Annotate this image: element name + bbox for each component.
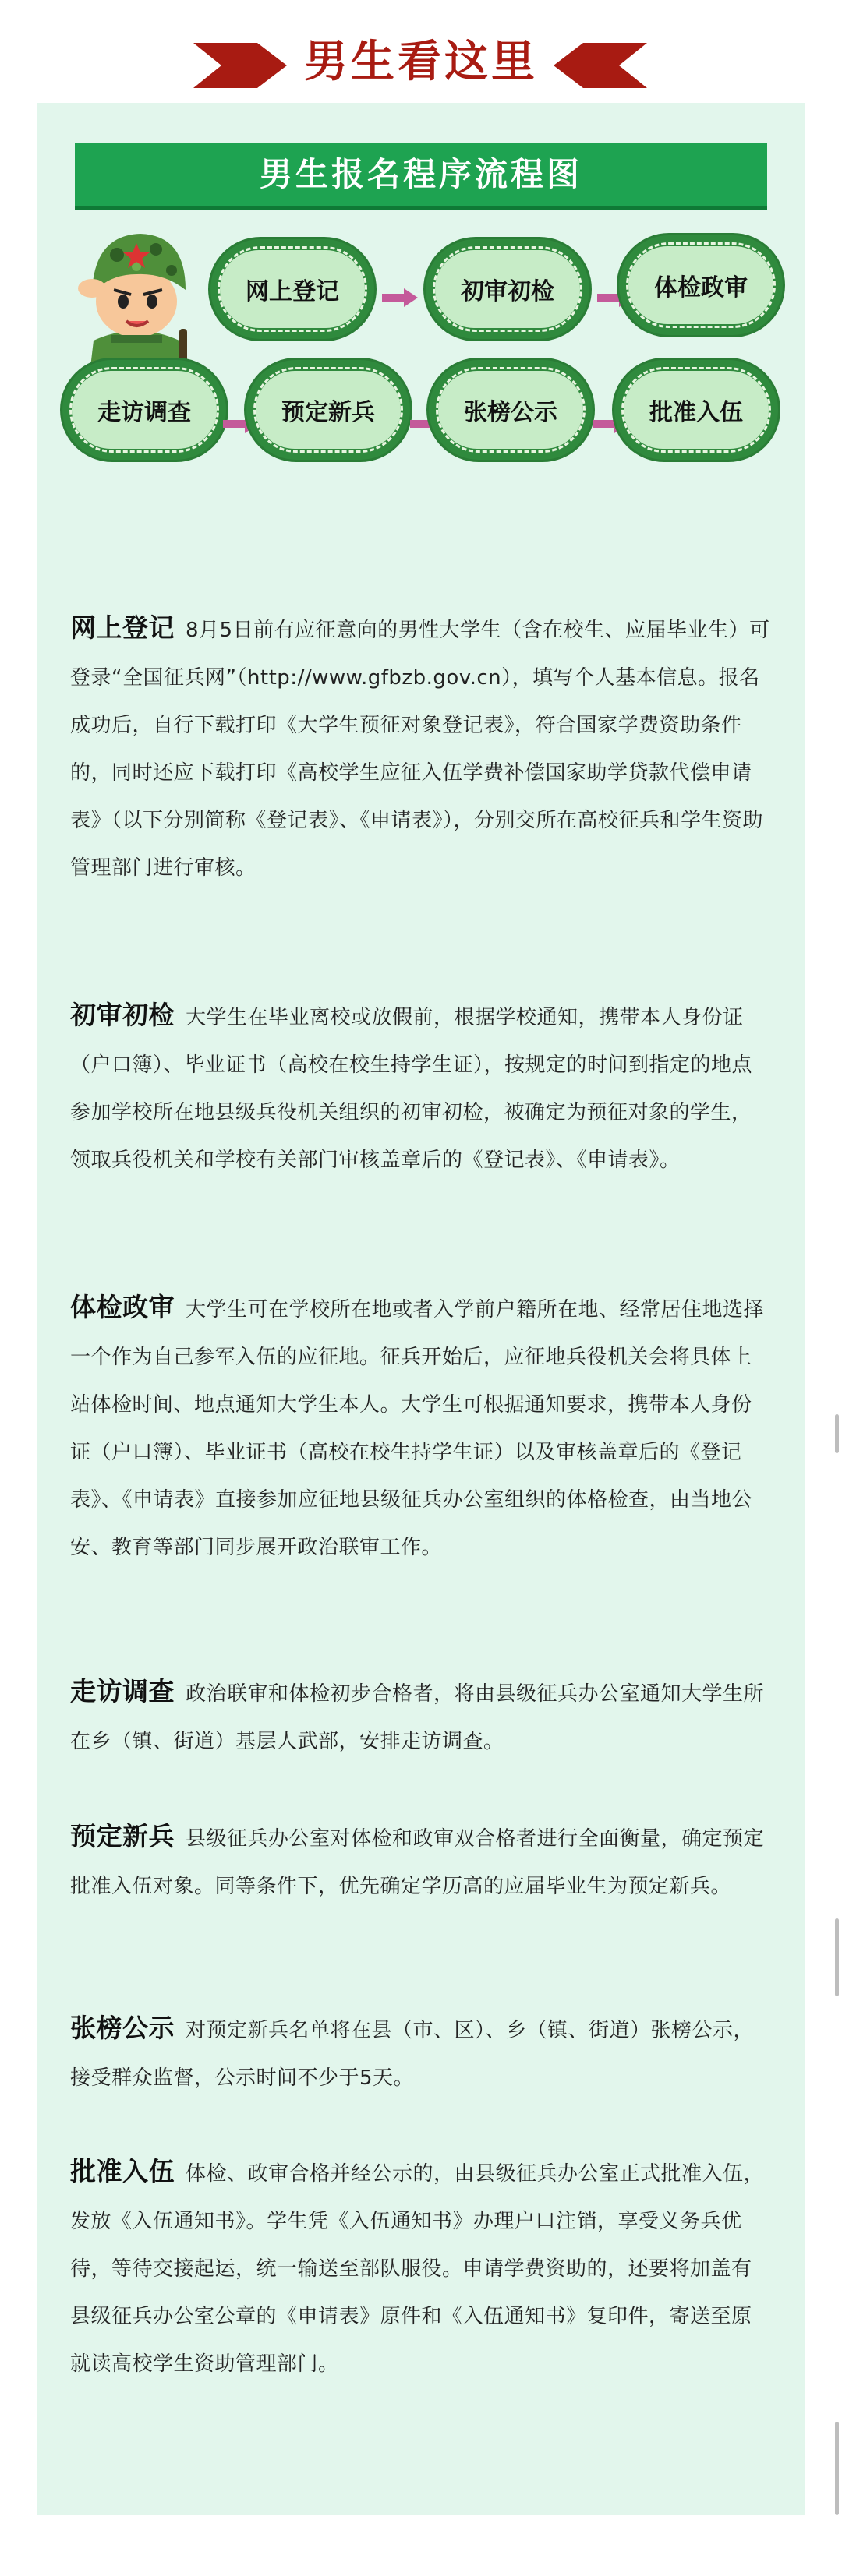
scrollbar-thumb[interactable] bbox=[835, 1414, 839, 1453]
section-body: 对预定新兵名单将在县（市、区）、乡（镇、街道）张榜公示，接受群众监督，公示时间不少于5天。 bbox=[70, 2019, 755, 2090]
section-body: 大学生可在学校所在地或者入学前户籍所在地、经常居住地选择一个作为自己参军入伍的应征地。征兵开始后，应征地兵役机关会将具体上站体检时间、地点通知大学生本人。大学生可根据通知要求，携带本人身份证（户口簿）、毕业证书（高校在校生持学生证）以及审核盖章后的《登记表》、《申请表》直接参加应征地县级征兵办公室组织的体格检查，由当地公安、教育等部门同步展开政治联审工作。 bbox=[70, 1298, 765, 1559]
page-header bbox=[0, 0, 842, 94]
section-approve-enlist bbox=[70, 2147, 772, 2388]
right-arrow-icon bbox=[382, 288, 418, 307]
section-reserve-recruit bbox=[70, 1812, 772, 1911]
page-title: 男生看这里 bbox=[304, 37, 538, 87]
flow-step-physical-political-check: 体检政审 bbox=[619, 235, 783, 335]
content-panel bbox=[37, 103, 805, 2515]
section-body: 8月5日前有应征意向的男性大学生（含在校生、应届毕业生）可登录“全国征兵网”（http://www.gfbzb.gov.cn），填写个人基本信息。报名成功后，自行下载打印《大学生预征对象登记表》，符合国家学费资助条件的，同时还应下载打印《高校学生应征入伍学费补偿国家助学贷款代偿申请表》（以下分别简称《登记表》、《申请表》），分别交所在高校征兵和学生资助管理部门进行审核。 bbox=[70, 619, 770, 880]
section-body: 政治联审和体检初步合格者，将由县级征兵办公室通知大学生所在乡（镇、街道）基层人武部，安排走访调查。 bbox=[70, 1682, 765, 1753]
flow-step-reserve-recruit: 预定新兵 bbox=[246, 360, 410, 460]
flow-step-initial-check: 初审初检 bbox=[426, 239, 589, 339]
section-visit-survey bbox=[70, 1667, 772, 1766]
section-title: 批准入伍 bbox=[70, 2156, 175, 2186]
flow-step-public-notice: 张榜公示 bbox=[429, 360, 593, 460]
section-title: 初审初检 bbox=[70, 1000, 175, 1030]
section-title: 网上登记 bbox=[70, 612, 175, 643]
section-body: 大学生在毕业离校或放假前，根据学校通知，携带本人身份证（户口簿）、毕业证书（高校在校生持学生证），按规定的时间到指定的地点参加学校所在地县级兵役机关组织的初审初检，被确定为预征对象的学生，领取兵役机关和学校有关部门审核盖章后的《登记表》、《申请表》。 bbox=[70, 1006, 753, 1172]
chevron-left-icon bbox=[554, 43, 647, 88]
section-initial-check bbox=[70, 991, 772, 1184]
scrollbar-thumb[interactable] bbox=[835, 1918, 839, 1996]
section-online-register bbox=[70, 604, 772, 892]
flow-step-approve-enlist: 批准入伍 bbox=[614, 360, 778, 460]
section-body: 体检、政审合格并经公示的，由县级征兵办公室正式批准入伍，发放《入伍通知书》。学生凭《入伍通知书》办理户口注销，享受义务兵优待，等待交接起运，统一输送至部队服役。申请学费资助的，还要将加盖有县级征兵办公室公章的《申请表》原件和《入伍通知书》复印件，寄送至原就读高校学生资助管理部门。 bbox=[70, 2162, 765, 2376]
section-body: 县级征兵办公室对体检和政审双合格者进行全面衡量，确定预定批准入伍对象。同等条件下，优先确定学历高的应届毕业生为预定新兵。 bbox=[70, 1827, 765, 1898]
flow-step-online-register: 网上登记 bbox=[210, 239, 374, 339]
process-flowchart bbox=[37, 103, 805, 539]
section-public-notice bbox=[70, 2004, 772, 2102]
flow-step-visit-survey: 走访调查 bbox=[62, 360, 226, 460]
section-title: 张榜公示 bbox=[70, 2013, 175, 2043]
scrollbar-thumb[interactable] bbox=[835, 2422, 839, 2515]
section-title: 预定新兵 bbox=[70, 1821, 175, 1851]
section-title: 体检政审 bbox=[70, 1292, 175, 1322]
section-title: 走访调查 bbox=[70, 1676, 175, 1706]
flowchart-banner: 男生报名程序流程图 bbox=[75, 143, 767, 210]
section-physical-political-check bbox=[70, 1283, 772, 1572]
